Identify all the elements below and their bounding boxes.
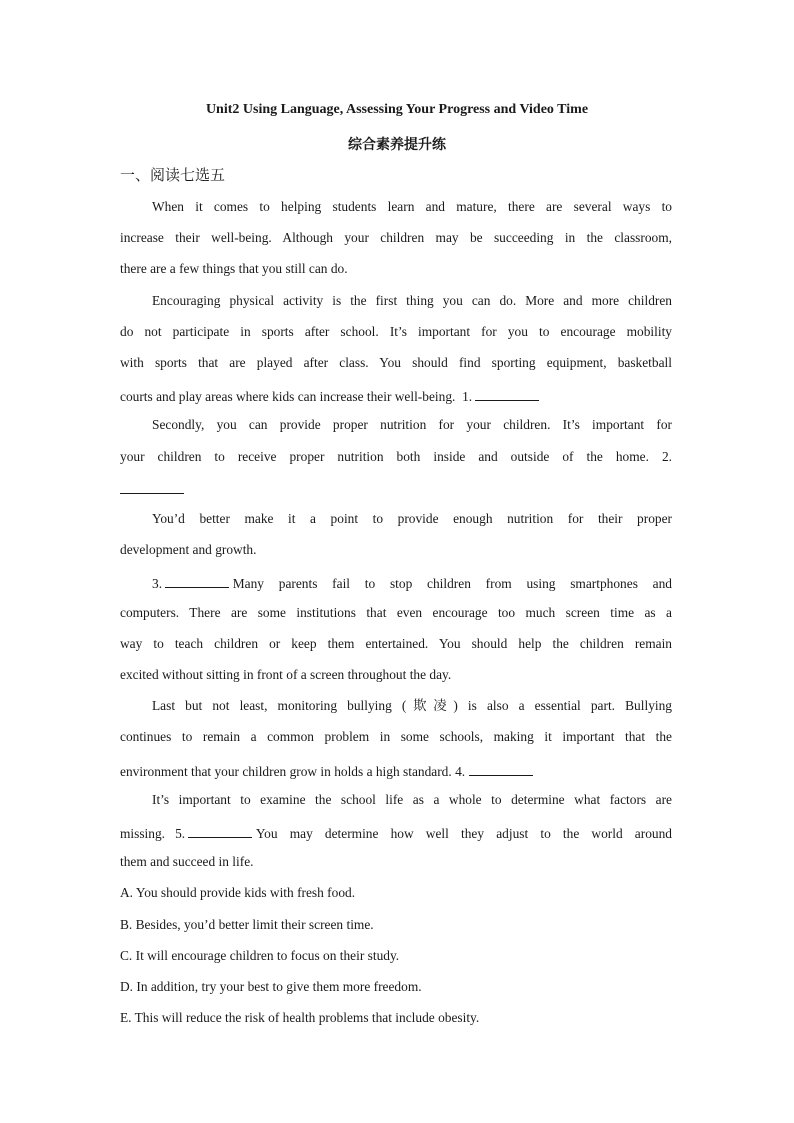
passage-line: It’s important to examine the school life as a whole to determine what factors are [152, 792, 672, 807]
section-heading: 一、阅读七选五 [120, 168, 226, 184]
answer-blank-3[interactable] [165, 572, 229, 588]
passage-line: When it comes to helping students learn and mature, there are several ways to [152, 199, 672, 214]
passage-line: do not participate in sports after school. It’s important for you to encourage mobility [120, 324, 672, 339]
passage-line [120, 760, 672, 781]
passage-text: Many parents fail to stop children from using smartphones and [232, 576, 672, 591]
blank-number: 1. [462, 389, 473, 404]
passage-line: development and growth. [120, 542, 257, 557]
passage-line: increase their well-being. Although your children may be succeeding in the classroom, [120, 230, 672, 245]
passage-line: Secondly, you can provide proper nutrition for your children. It’s important for [152, 417, 672, 432]
answer-blank-line [120, 478, 672, 499]
passage-line: your children to receive proper nutrition both inside and outside of the home. 2. [120, 449, 672, 464]
answer-blank-5[interactable] [188, 822, 252, 838]
passage-text: environment that your children grow in holds a high standard. [120, 764, 452, 779]
option-d: D. In addition, try your best to give them more freedom. [120, 979, 422, 994]
passage-line: with sports that are played after class. You should find sporting equipment, basketball [120, 355, 672, 370]
passage-line: Last but not least, monitoring bullying (欺凌) is also a essential part. Bullying [152, 698, 672, 713]
passage-line: them and succeed in life. [120, 854, 254, 869]
blank-number: 3. [152, 576, 163, 591]
option-a: A. You should provide kids with fresh food. [120, 885, 356, 900]
document-subtitle: 综合素养提升练 [348, 138, 446, 153]
passage-line [152, 572, 672, 593]
answer-blank-4[interactable] [469, 760, 533, 776]
option-e: E. This will reduce the risk of health problems that include obesity. [120, 1010, 480, 1025]
passage-line: excited without sitting in front of a screen throughout the day. [120, 667, 452, 682]
passage-line [120, 822, 672, 843]
passage-line: You’d better make it a point to provide enough nutrition for their proper [152, 511, 672, 526]
document-title: Unit2 Using Language, Assessing Your Progress and Video Time [205, 102, 589, 117]
option-b: B. Besides, you’d better limit their screen time. [120, 917, 374, 932]
passage-line: way to teach children or keep them entertained. You should help the children remain [120, 636, 672, 651]
passage-line: continues to remain a common problem in some schools, making it important that the [120, 729, 672, 744]
passage-line: there are a few things that you still can do. [120, 261, 348, 276]
passage-text: courts and play areas where kids can increase their well-being. [120, 389, 456, 404]
blank-number: 5. [175, 826, 186, 841]
passage-text: missing. [120, 826, 166, 841]
answer-blank-2[interactable] [120, 478, 184, 494]
answer-blank-1[interactable] [475, 385, 539, 401]
passage-text: You may determine how well they adjust to the world around [255, 826, 672, 841]
option-c: C. It will encourage children to focus on their study. [120, 948, 400, 963]
passage-line: computers. There are some institutions that even encourage too much screen time as a [120, 605, 672, 620]
passage-line [120, 385, 672, 406]
passage-line: Encouraging physical activity is the first thing you can do. More and more children [152, 293, 672, 308]
blank-number: 4. [455, 764, 466, 779]
